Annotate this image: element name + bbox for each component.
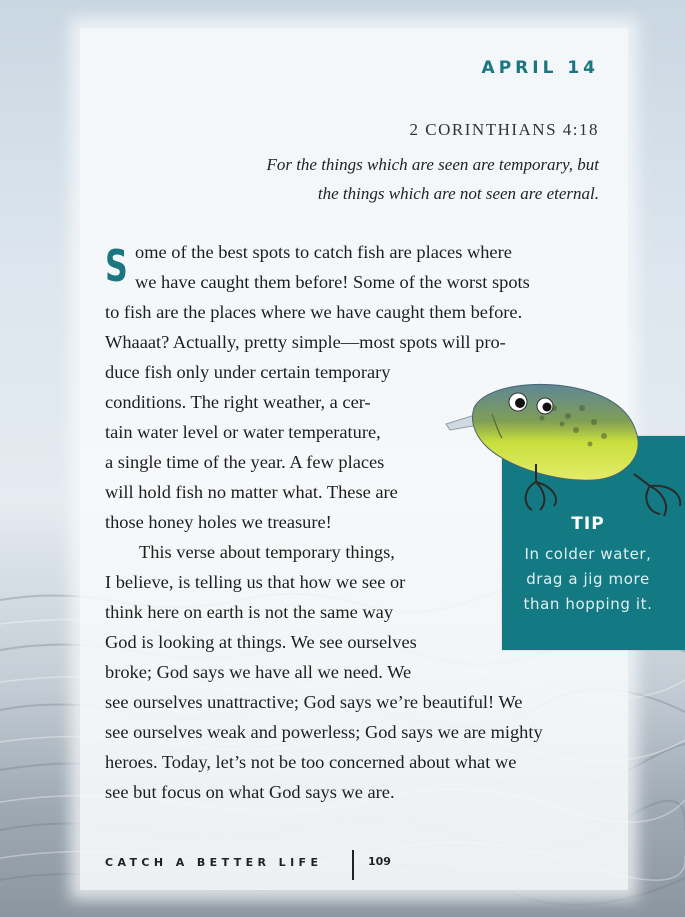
body-line: a single time of the year. A few places bbox=[105, 452, 385, 472]
body-line: think here on earth is not the same way bbox=[105, 602, 394, 622]
tip-line: drag a jig more bbox=[526, 570, 650, 588]
footer-divider bbox=[352, 850, 354, 880]
tip-line: In colder water, bbox=[524, 545, 652, 563]
body-line: Whaaat? Actually, pretty simple—most spots will pro- bbox=[105, 332, 506, 352]
body-line: to fish are the places where we have caught them before. bbox=[105, 302, 523, 322]
verse-line: For the things which are seen are temporary, but bbox=[266, 155, 599, 174]
body-line: tain water level or water temperature, bbox=[105, 422, 381, 442]
body-line: will hold fish no matter what. These are bbox=[105, 482, 398, 502]
tip-title: TIP bbox=[571, 514, 605, 534]
body-line: see ourselves weak and powerless; God says we are mighty bbox=[105, 722, 543, 742]
body-line: see but focus on what God says we are. bbox=[105, 782, 395, 802]
body-line: God is looking at things. We see ourselves bbox=[105, 632, 417, 652]
crankbait-lure-icon bbox=[444, 378, 685, 524]
body-line: conditions. The right weather, a cer- bbox=[105, 392, 371, 412]
verse-reference: 2 CORINTHIANS 4:18 bbox=[409, 120, 599, 139]
body-line: I believe, is telling us that how we see or bbox=[105, 572, 406, 592]
drop-cap: S bbox=[105, 241, 128, 292]
body-line: broke; God says we have all we need. We bbox=[105, 662, 412, 682]
book-title: CATCH A BETTER LIFE bbox=[105, 856, 323, 869]
body-line: This verse about temporary things, bbox=[139, 542, 395, 562]
date-heading: APRIL 14 bbox=[481, 58, 599, 78]
verse-text bbox=[179, 150, 599, 208]
tip-line: than hopping it. bbox=[523, 595, 653, 613]
page-number: 109 bbox=[368, 855, 391, 868]
verse-line: the things which are not seen are eternal. bbox=[317, 184, 599, 203]
tip-text bbox=[502, 542, 674, 617]
body-line: heroes. Today, let’s not be too concerned about what we bbox=[105, 752, 517, 772]
body-line: ome of the best spots to catch fish are places where bbox=[135, 242, 512, 262]
body-line: we have caught them before! Some of the worst spots bbox=[135, 272, 530, 292]
body-line: see ourselves unattractive; God says we’re beautiful! We bbox=[105, 692, 523, 712]
body-line: those honey holes we treasure! bbox=[105, 512, 332, 532]
body-line: duce fish only under certain temporary bbox=[105, 362, 391, 382]
